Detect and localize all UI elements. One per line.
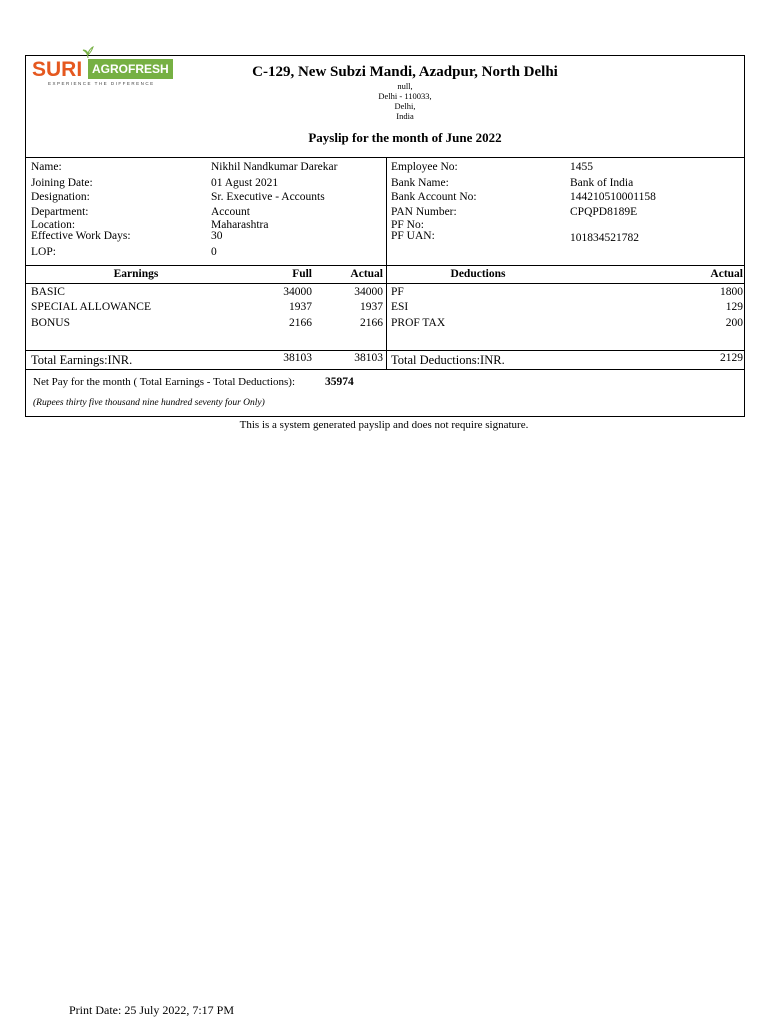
emp-value-name: Nikhil Nandkumar Darekar (211, 161, 338, 173)
column-divider (386, 157, 387, 369)
earnings-actual-header: Actual (350, 268, 383, 280)
emp-value-bank-name: Bank of India (570, 177, 634, 189)
logo-tagline: EXPERIENCE THE DIFFERENCE (48, 81, 155, 86)
total-earnings-label: Total Earnings:INR. (31, 353, 133, 367)
emp-label-work-days: Effective Work Days: (31, 230, 131, 242)
logo-text-agrofresh: AGROFRESH (88, 59, 173, 79)
emp-label-bank-account: Bank Account No: (391, 191, 477, 203)
emp-value-lop: 0 (211, 246, 217, 258)
emp-value-work-days: 30 (211, 230, 223, 242)
emp-value-location: Maharashtra (211, 219, 269, 231)
deduction-name: PF (391, 286, 404, 298)
logo-text-suri: SURI (32, 58, 83, 81)
payslip-title: Payslip for the month of June 2022 (308, 130, 502, 145)
net-pay-in-words: (Rupees thirty five thousand nine hundred seventy four Only) (33, 398, 265, 408)
net-pay-value: 35974 (325, 376, 354, 388)
emp-label-bank-name: Bank Name: (391, 177, 449, 189)
total-deductions-actual: 2129 (720, 352, 743, 364)
total-earnings-full: 38103 (283, 352, 312, 364)
company-logo (32, 56, 172, 86)
address-line: Delhi - 110033, (378, 91, 432, 101)
emp-value-joining-date: 01 Agust 2021 (211, 177, 279, 189)
deduction-name: PROF TAX (391, 317, 446, 329)
emp-label-department: Department: (31, 206, 89, 218)
footer-note: This is a system generated payslip and does not require signature. (239, 419, 529, 431)
earning-name: BONUS (31, 317, 70, 329)
earning-actual: 1937 (360, 301, 383, 313)
deduction-actual: 1800 (720, 286, 743, 298)
earning-name: BASIC (31, 286, 65, 298)
address-line: India (396, 111, 414, 121)
emp-value-designation: Sr. Executive - Accounts (211, 191, 325, 203)
deductions-actual-header: Actual (710, 268, 743, 280)
deduction-actual: 129 (725, 301, 743, 313)
total-earnings-actual: 38103 (354, 352, 383, 364)
net-pay-label: Net Pay for the month ( Total Earnings - Total Deductions): (33, 376, 296, 388)
address-line: Delhi, (394, 101, 416, 111)
emp-label-employee-no: Employee No: (391, 161, 458, 173)
emp-value-employee-no: 1455 (570, 161, 593, 173)
deduction-name: ESI (391, 301, 409, 313)
emp-label-location: Location: (31, 219, 76, 231)
divider (25, 157, 745, 158)
emp-value-bank-account: 144210510001158 (570, 191, 656, 203)
earning-actual: 2166 (360, 317, 383, 329)
emp-label-lop: LOP: (31, 246, 56, 258)
divider (25, 350, 745, 351)
earning-name: SPECIAL ALLOWANCE (31, 301, 152, 313)
earning-full: 34000 (283, 286, 312, 298)
emp-label-designation: Designation: (31, 191, 90, 203)
emp-label-joining-date: Joining Date: (31, 177, 93, 189)
emp-value-pf-uan: 101834521782 (570, 232, 639, 244)
earning-full: 2166 (289, 317, 312, 329)
address-line: null, (397, 81, 413, 91)
print-date: Print Date: 25 July 2022, 7:17 PM (69, 1003, 235, 1017)
emp-value-department: Account (211, 206, 250, 218)
earnings-full-header: Full (292, 268, 312, 280)
divider (25, 369, 745, 370)
emp-value-pan: CPQPD8189E (570, 206, 638, 218)
divider (25, 265, 745, 266)
earning-full: 1937 (289, 301, 312, 313)
emp-label-pan: PAN Number: (391, 206, 457, 218)
emp-label-name: Name: (31, 161, 62, 173)
emp-label-pf-no: PF No: (391, 219, 424, 231)
divider (25, 283, 745, 284)
earnings-header: Earnings (113, 268, 159, 280)
emp-label-pf-uan: PF UAN: (391, 230, 435, 242)
leaf-icon (82, 46, 94, 58)
total-deductions-label: Total Deductions:INR. (391, 353, 505, 367)
deductions-header: Deductions (450, 268, 506, 280)
deduction-actual: 200 (725, 317, 743, 329)
earning-actual: 34000 (354, 286, 383, 298)
company-address-title: C-129, New Subzi Mandi, Azadpur, North Delhi (252, 64, 558, 80)
